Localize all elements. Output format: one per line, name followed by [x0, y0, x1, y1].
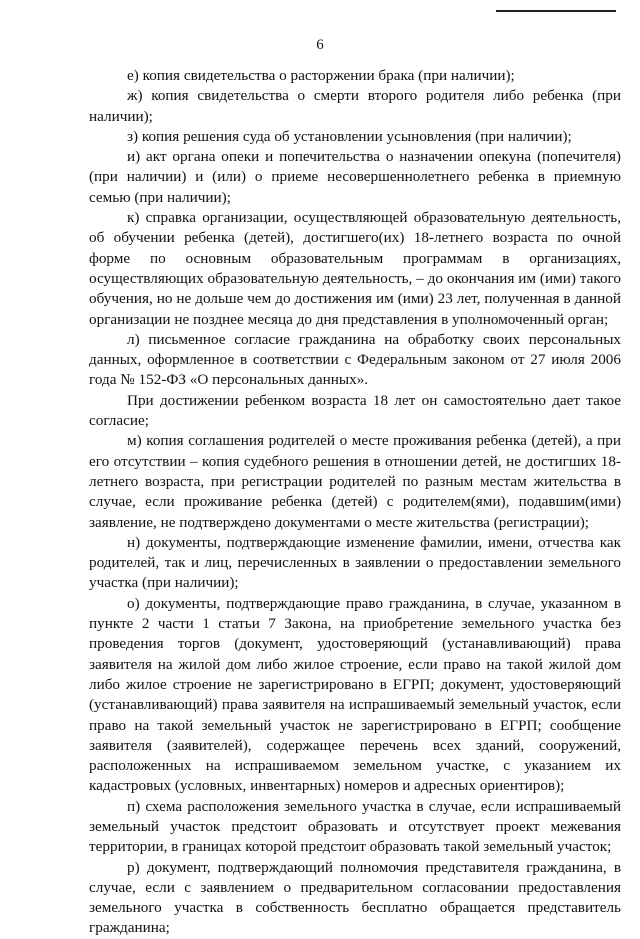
paragraph-consent-18: При достижении ребенком возраста 18 лет он самостоятельно дает такое согласие; — [89, 391, 621, 430]
paragraph-k: к) справка организации, осуществляющей образовательную деятельность, об обучении ребенка (детей), достигшего(их) 18-летнего возраста по очной форме по основным образовательным программам в организациях, осуществляющих образовательную деятельность, – до окончания им (ими) такого обучения, но не дольше чем до достижения им (ими) 23 лет, полученная в данной организации не позднее месяца до дня представления в уполномоченный орган; — [89, 209, 621, 328]
paragraph-r: р) документ, подтверждающий полномочия представителя гражданина, в случае, если с заявлением о предварительном согласовании предоставления земельного участка в собственность бесплатно обращается представитель гражданина; — [89, 858, 621, 937]
paragraph-p: п) схема расположения земельного участка в случае, если испрашиваемый земельный участок предстоит образовать и отсутствует проект межевания территории, в границах которой предстоит образовать такой земельный участок; — [89, 797, 621, 856]
page-number: 6 — [316, 37, 324, 53]
paragraph-e: е) копия свидетельства о расторжении брака (при наличии); — [127, 67, 515, 84]
paragraph-n: н) документы, подтверждающие изменение фамилии, имени, отчества как родителей, так и лиц, перечисленных в заявлении о предоставлении земельного участка (при наличии); — [89, 533, 621, 592]
paragraph-l: л) письменное согласие гражданина на обработку своих персональных данных, оформленное в соответствии с Федеральным законом от 27 июля 2006 года № 152-ФЗ «О персональных данных». — [89, 330, 621, 389]
document-body — [89, 66, 621, 939]
paragraph-o: о) документы, подтверждающие право гражданина, в случае, указанном в пункте 2 части 1 статьи 7 Закона, на приобретение земельного участка без проведения торгов (документ, удостоверяющий (устанавливающий) права заявителя на жилой дом либо жилое строение, если право на такой жилой дом либо жилое строение не зарегистрировано в ЕГРП; документ, удостоверяющий (устанавливающий) права заявителя на испрашиваемый земельный участок, если право на такой земельный участок не зарегистрировано в ЕГРП; сообщение заявителя (заявителей), содержащее перечень всех зданий, сооружений, расположенных на испрашиваемом земельном участке, с указанием их кадастровых (условных, инвентарных) номеров и адресных ориентиров); — [89, 594, 621, 795]
scan-edge-mark — [496, 10, 616, 12]
paragraph-z: з) копия решения суда об установлении усыновления (при наличии); — [127, 127, 572, 145]
paragraph-i: и) акт органа опеки и попечительства о назначении опекуна (попечителя) (при наличии) и (или) о приеме несовершеннолетнего ребенка в приемную семью (при наличии); — [89, 148, 621, 206]
paragraph-zh: ж) копия свидетельства о смерти второго родителя либо ребенка (при наличии); — [89, 87, 621, 125]
paragraph-m: м) копия соглашения родителей о месте проживания ребенка (детей), а при его отсутствии – копия судебного решения в отношении детей, не достигших 18-летнего возраста, при регистрации родителей по разным местам жительства в случае, если проживание ребенка (детей) с родителем(ями), подавшим(ими) заявление, не подтверждено документами о месте жительства (регистрации); — [89, 432, 621, 531]
